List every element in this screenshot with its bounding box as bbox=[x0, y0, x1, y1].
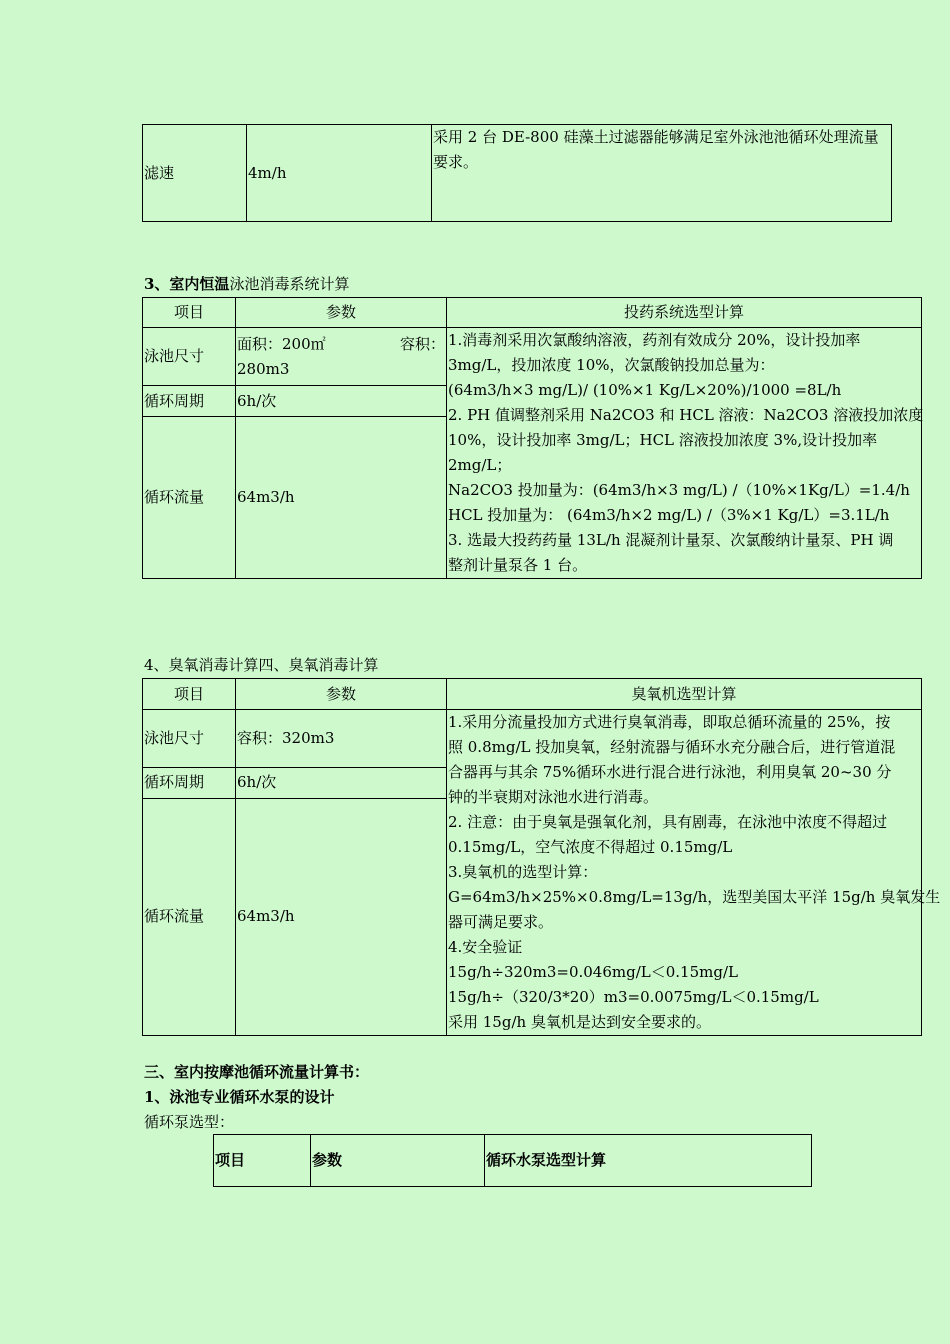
note-cell: 采用 2 台 DE-800 硅藻土过滤器能够满足室外泳池池循环处理流量要求。 bbox=[432, 125, 892, 222]
section-3-title bbox=[144, 272, 349, 297]
param-volume: 280m3 bbox=[237, 359, 290, 378]
calc-line: 钟的半衰期对泳池水进行消毒。 bbox=[448, 788, 659, 806]
item-cell: 泳池尺寸 bbox=[143, 710, 236, 768]
calc-line: 15g/h÷（320/3*20）m3=0.0075mg/L＜0.15mg/L bbox=[448, 988, 819, 1006]
header-item: 项目 bbox=[214, 1135, 311, 1187]
table-row bbox=[143, 125, 892, 222]
filter-table bbox=[142, 124, 892, 222]
ozone-calc-cell bbox=[447, 710, 941, 1036]
table-row bbox=[143, 328, 922, 386]
header-calc: 臭氧机选型计算 bbox=[447, 679, 922, 710]
param-volume-label: 容积： bbox=[399, 334, 445, 353]
calc-line: 1.消毒剂采用次氯酸纳溶液，药剂有效成分 20%，设计投加率 bbox=[448, 331, 861, 349]
pump-selection-intro: 循环泵选型： bbox=[144, 1113, 235, 1131]
header-param: 参数 bbox=[311, 1135, 485, 1187]
header-item: 项目 bbox=[143, 679, 236, 710]
calc-line: 3.臭氧机的选型计算： bbox=[448, 863, 598, 881]
table-header-row bbox=[143, 298, 922, 328]
calc-line: 照 0.8mg/L 投加臭氧，经射流器与循环水充分融合后，进行管道混 bbox=[448, 738, 896, 756]
item-cell: 循环流量 bbox=[143, 798, 236, 1035]
calc-line: 3mg/L，投加浓度 10%，次氯酸钠投加总量为： bbox=[448, 356, 775, 374]
param-cell: 6h/次 bbox=[236, 767, 447, 798]
header-calc: 投药系统选型计算 bbox=[447, 298, 922, 328]
calc-line: Na2CO3 投加量为：(64m3/h×3 mg/L) /（10%×1Kg/L）=1.4/h bbox=[448, 481, 910, 499]
param-cell: 4m/h bbox=[247, 125, 432, 222]
section-3-title-rest: 泳池消毒系统计算 bbox=[229, 275, 350, 293]
header-param: 参数 bbox=[236, 679, 447, 710]
calc-line: 0.15mg/L，空气浓度不得超过 0.15mg/L bbox=[448, 838, 733, 856]
param-cell: 64m3/h bbox=[236, 417, 447, 579]
section-three-title: 三、室内按摩池循环流量计算书： bbox=[144, 1063, 370, 1081]
calc-line: 2. PH 值调整剂采用 Na2CO3 和 HCL 溶液：Na2CO3 溶液投加浓度 bbox=[448, 406, 924, 424]
table-header-row bbox=[214, 1135, 812, 1187]
calc-line: 采用 15g/h 臭氧机是达到安全要求的。 bbox=[448, 1013, 711, 1031]
calc-line: 10%，设计投加率 3mg/L；HCL 溶液投加浓度 3%,设计投加率 bbox=[448, 431, 878, 449]
calc-line: 2. 注意：由于臭氧是强氧化剂，具有剧毒，在泳池中浓度不得超过 bbox=[448, 813, 888, 831]
pump-table bbox=[213, 1134, 812, 1187]
table-header-row bbox=[143, 679, 922, 710]
param-cell bbox=[236, 328, 447, 386]
param-cell: 6h/次 bbox=[236, 386, 447, 417]
header-item: 项目 bbox=[143, 298, 236, 328]
calc-line: (64m3/h×3 mg/L)/ (10%×1 Kg/L×20%)/1000 =8L/h bbox=[448, 381, 842, 399]
item-cell: 循环周期 bbox=[143, 386, 236, 417]
section-3-title-bold: 3、室内恒温 bbox=[144, 275, 230, 293]
calc-line: 1.采用分流量投加方式进行臭氧消毒，即取总循环流量的 25%，按 bbox=[448, 713, 891, 731]
disinfection-table bbox=[142, 297, 922, 579]
calc-line: HCL 投加量为： (64m3/h×2 mg/L) /（3%×1 Kg/L）=3.1L/h bbox=[448, 506, 890, 524]
item-cell: 循环周期 bbox=[143, 767, 236, 798]
param-area: 面积：200㎡ bbox=[237, 334, 326, 353]
dosing-calc-cell bbox=[447, 328, 922, 579]
calc-line: 整剂计量泵各 1 台。 bbox=[448, 556, 588, 574]
calc-line: 3. 选最大投药药量 13L/h 混凝剂计量泵、次氯酸纳计量泵、PH 调 bbox=[448, 531, 894, 549]
calc-line: G=64m3/h×25%×0.8mg/L=13g/h，选型美国太平洋 15g/h 臭氧发生 bbox=[448, 888, 941, 906]
item-cell: 循环流量 bbox=[143, 417, 236, 579]
section-three-subtitle: 1、泳池专业循环水泵的设计 bbox=[144, 1088, 335, 1106]
item-cell: 泳池尺寸 bbox=[143, 328, 236, 386]
calc-line: 4.安全验证 bbox=[448, 938, 523, 956]
item-cell: 滤速 bbox=[143, 125, 247, 222]
calc-line: 器可满足要求。 bbox=[448, 913, 554, 931]
calc-line: 合器再与其余 75%循环水进行混合进行泳池，利用臭氧 20~30 分 bbox=[448, 763, 892, 781]
calc-line: 15g/h÷320m3=0.046mg/L＜0.15mg/L bbox=[448, 963, 738, 981]
calc-line: 2mg/L； bbox=[448, 456, 512, 474]
param-cell: 容积：320m3 bbox=[236, 710, 447, 768]
param-cell: 64m3/h bbox=[236, 798, 447, 1035]
header-calc: 循环水泵选型计算 bbox=[485, 1135, 812, 1187]
header-param: 参数 bbox=[236, 298, 447, 328]
section-4-title: 4、臭氧消毒计算四、臭氧消毒计算 bbox=[144, 656, 379, 674]
ozone-table bbox=[142, 678, 941, 1036]
table-row bbox=[143, 710, 922, 768]
